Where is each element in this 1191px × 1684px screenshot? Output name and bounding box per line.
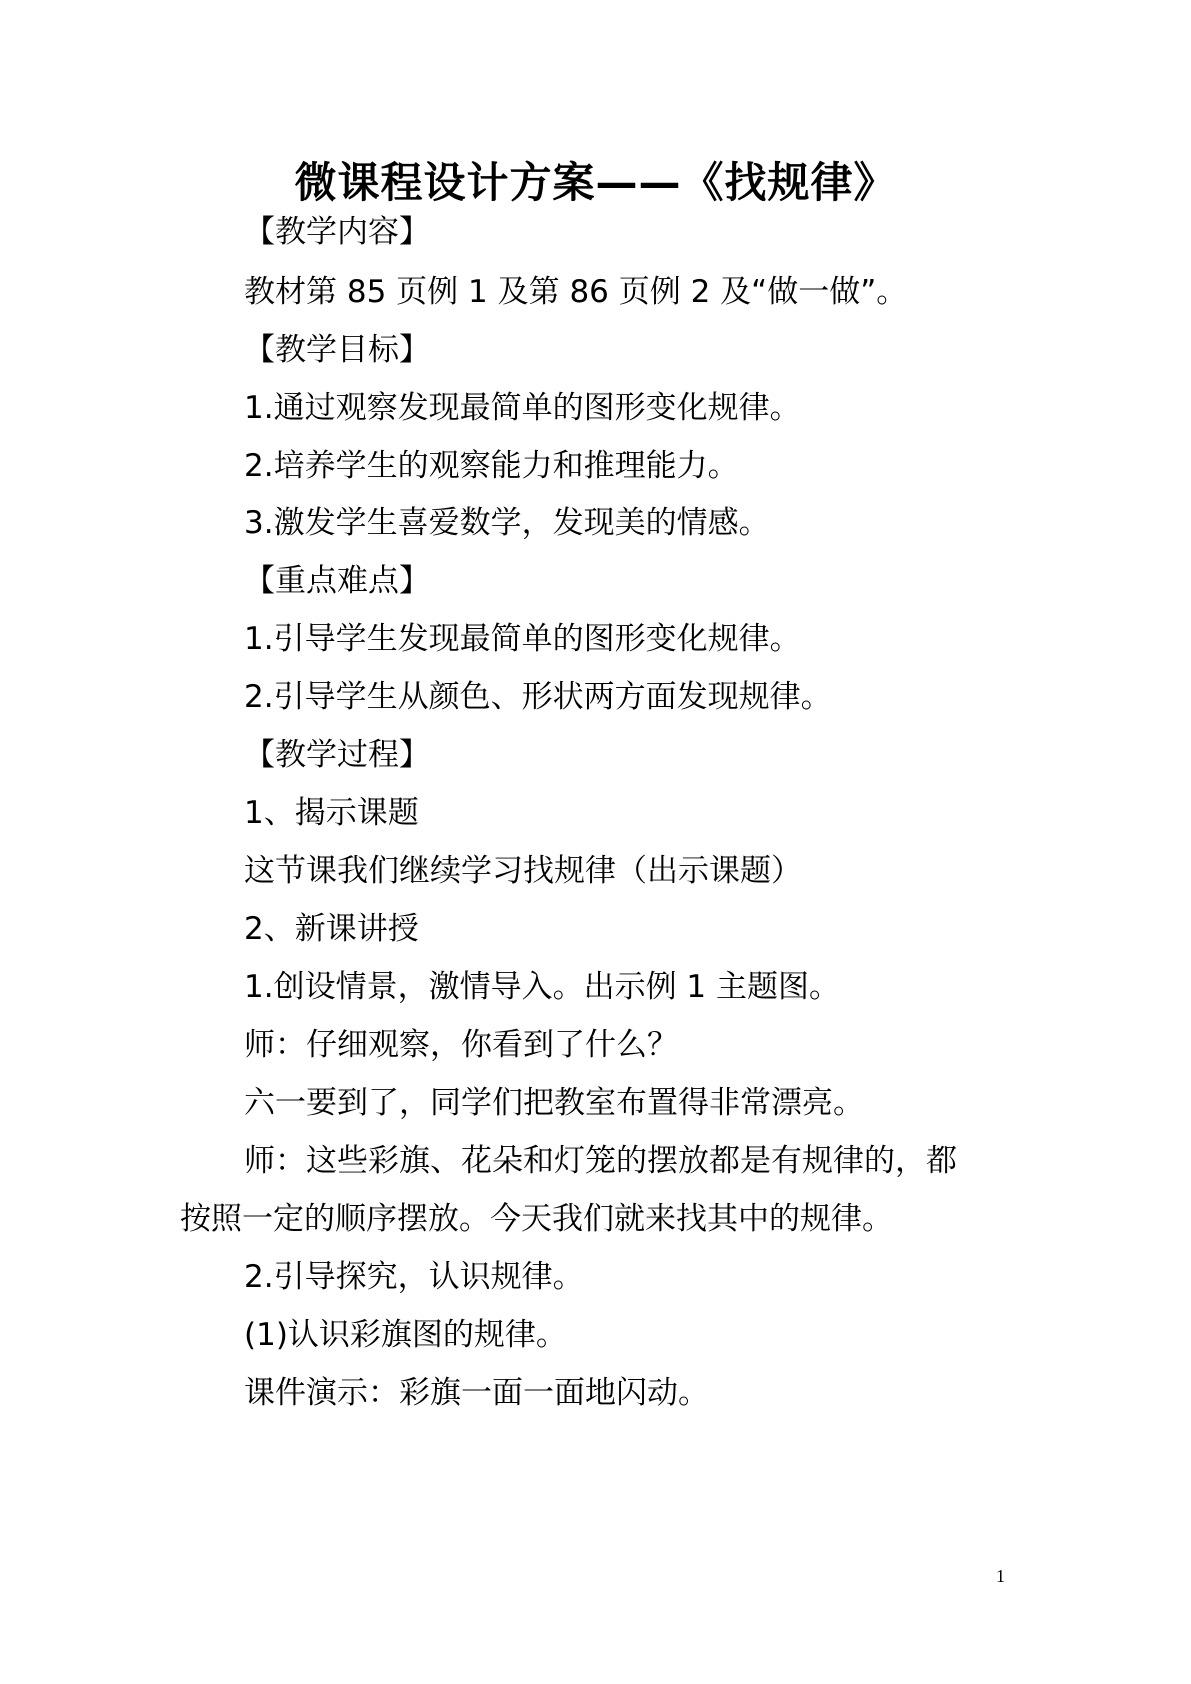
key-point-item-2: 2.引导学生从颜色、形状两方面发现规律。	[244, 679, 832, 715]
process-line-6: 六一要到了，同学们把教室布置得非常漂亮。	[244, 1085, 864, 1121]
document-title: 微课程设计方案——《找规律》	[294, 158, 897, 207]
process-line-8: 按照一定的顺序摆放。今天我们就来找其中的规律。	[180, 1201, 893, 1237]
goal-item-3: 3.激发学生喜爱数学，发现美的情感。	[244, 505, 770, 541]
heading-teaching-goals: 【教学目标】	[244, 332, 430, 368]
heading-key-points: 【重点难点】	[244, 563, 430, 599]
process-line-1: 1、揭示课题	[244, 795, 419, 831]
process-line-9: 2.引导探究，认识规律。	[244, 1259, 584, 1295]
process-line-3: 2、新课讲授	[244, 911, 419, 947]
process-line-5: 师：仔细观察，你看到了什么？	[244, 1027, 678, 1063]
heading-teaching-process: 【教学过程】	[244, 737, 430, 773]
process-line-4: 1.创设情景，激情导入。出示例 1 主题图。	[244, 969, 841, 1005]
process-line-10: (1)认识彩旗图的规律。	[244, 1317, 567, 1353]
goal-item-1: 1.通过观察发现最简单的图形变化规律。	[244, 390, 801, 426]
goal-item-2: 2.培养学生的观察能力和推理能力。	[244, 448, 739, 484]
process-line-7: 师：这些彩旗、花朵和灯笼的摆放都是有规律的，都	[244, 1143, 957, 1179]
process-line-11: 课件演示：彩旗一面一面地闪动。	[244, 1375, 709, 1411]
page-number: 1	[996, 1566, 1005, 1586]
key-point-item-1: 1.引导学生发现最简单的图形变化规律。	[244, 621, 801, 657]
process-line-2: 这节课我们继续学习找规律（出示课题）	[244, 853, 802, 889]
teaching-content-text: 教材第 85 页例 1 及第 86 页例 2 及“做一做”。	[244, 274, 908, 310]
heading-teaching-content: 【教学内容】	[244, 214, 430, 250]
